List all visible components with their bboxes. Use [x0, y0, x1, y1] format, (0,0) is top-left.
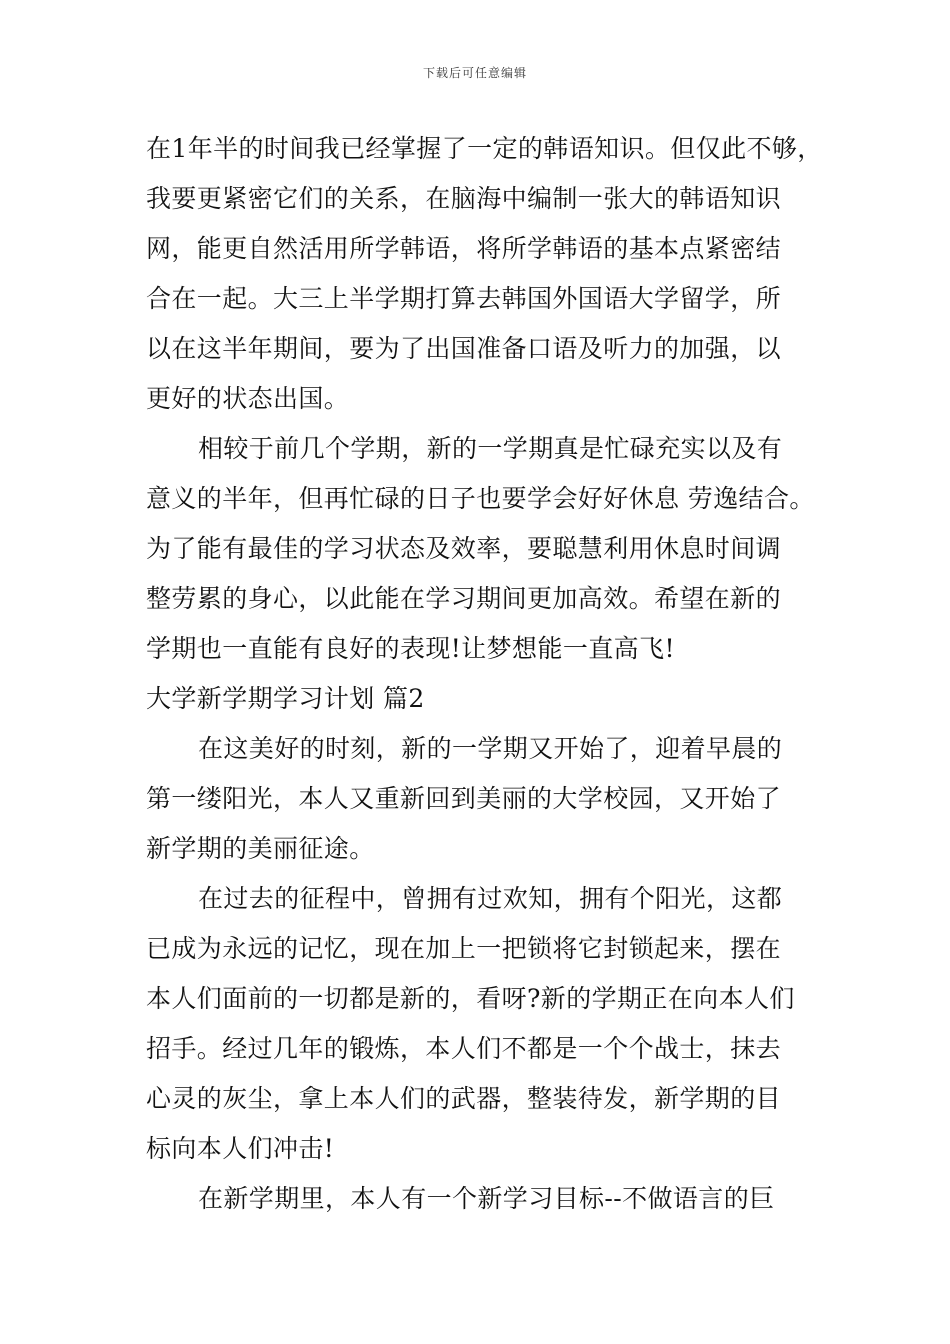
text-line: 意义的半年，但再忙碌的日子也要学会好好休息 劳逸结合。 [146, 484, 815, 513]
text-line: 为了能有最佳的学习状态及效率，要聪慧利用休息时间调 [146, 534, 782, 563]
text-line: 在过去的征程中，曾拥有过欢知，拥有个阳光，这都 [198, 884, 783, 913]
header-note: 下载后可任意编辑 [422, 66, 527, 80]
text-line: 心灵的灰尘，拿上本人们的武器，整装待发，新学期的目 [146, 1084, 782, 1113]
text-line: 第一缕阳光，本人又重新回到美丽的大学校园，又开始了 [146, 784, 782, 813]
text-line: 在这美好的时刻，新的一学期又开始了，迎着早晨的 [198, 734, 783, 763]
text-line: 已成为永远的记忆，现在加上一把锁将它封锁起来，摆在 [146, 934, 782, 963]
text-line: 在新学期里，本人有一个新学习目标--不做语言的巨 [198, 1184, 775, 1213]
text-line: 网，能更自然活用所学韩语，将所学韩语的基本点紧密结 [146, 234, 782, 263]
text-line: 合在一起。大三上半学期打算去韩国外国语大学留学，所 [146, 284, 782, 313]
text-line: 学期也一直能有良好的表现!让梦想能一直高飞! [146, 634, 675, 663]
text-line: 本人们面前的一切都是新的，看呀?新的学期正在向本人们 [146, 984, 795, 1013]
text-line: 招手。经过几年的锻炼，本人们不都是一个个战士，抹去 [146, 1034, 782, 1063]
text-line: 以在这半年期间，要为了出国准备口语及听力的加强，以 [146, 334, 782, 363]
document-body [146, 124, 826, 1224]
text-line: 更好的状态出国。 [146, 384, 350, 413]
text-line: 我要更紧密它们的关系，在脑海中编制一张大的韩语知识 [146, 184, 782, 213]
text-line: 整劳累的身心，以此能在学习期间更加高效。希望在新的 [146, 584, 782, 613]
text-line: 在1年半的时间我已经掌握了一定的韩语知识。但仅此不够， [146, 134, 823, 163]
section-heading: 大学新学期学习计划 篇2 [146, 684, 425, 713]
text-line: 标向本人们冲击! [146, 1134, 335, 1163]
text-line: 新学期的美丽征途。 [146, 834, 375, 863]
text-line: 相较于前几个学期，新的一学期真是忙碌充实以及有 [198, 434, 783, 463]
